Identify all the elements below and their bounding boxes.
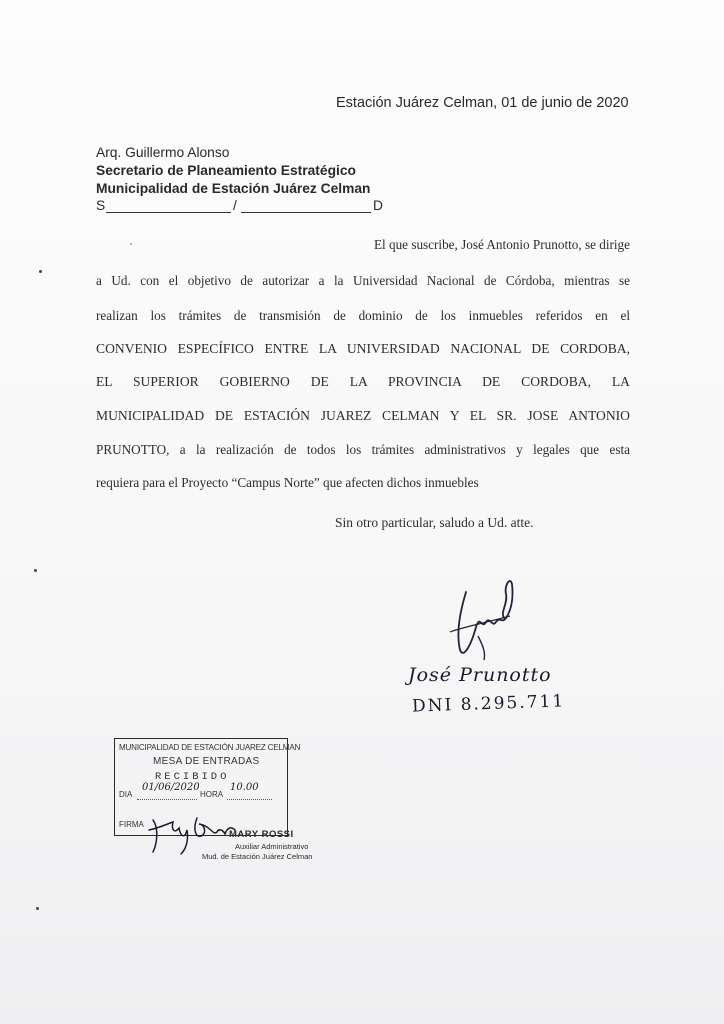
stamp-signatory: MARY ROSSI: [229, 829, 294, 840]
closing-line: Sin otro particular, saludo a Ud. atte.: [335, 515, 534, 530]
body-line-7: PRUNOTTO, a la realización de todos los trámites administrativos y legales que esta: [96, 442, 630, 457]
signature-scribble: [420, 572, 540, 662]
signature-id: DNI 8.295.711: [411, 691, 566, 717]
stamp-signatory-office: Mud. de Estación Juárez Celman: [202, 852, 313, 861]
stamp-office: MESA DE ENTRADAS: [153, 756, 260, 767]
stamp-signatory-role: Auxiliar Administrativo: [235, 842, 309, 851]
salutation-underline-2: [241, 212, 371, 213]
body-line-6: MUNICIPALIDAD DE ESTACIÓN JUAREZ CELMAN Y EL SR. JOSE ANTONIO: [96, 408, 630, 423]
stamp-dia-line: [137, 799, 197, 800]
stamp-hora-value: 10.00: [230, 782, 259, 793]
stamp-hora-label: HORA: [200, 790, 224, 799]
stamp-firma-label: FIRMA: [119, 820, 144, 829]
salutation-underline-1: [106, 212, 231, 213]
margin-speck: [39, 270, 42, 273]
body-line-4: CONVENIO ESPECÍFICO ENTRE LA UNIVERSIDAD NACIONAL DE CORDOBA,: [96, 341, 630, 356]
margin-speck: [130, 243, 132, 245]
salutation-d: D: [373, 198, 383, 213]
body-line-2: a Ud. con el objetivo de autorizar a la Universidad Nacional de Córdoba, mientras se: [96, 273, 630, 288]
stamp-dia-value: 01/06/2020: [142, 782, 200, 793]
margin-speck: [36, 907, 39, 910]
recipient-institution: Municipalidad de Estación Juárez Celman: [96, 181, 371, 196]
body-line-3: realizan los trámites de transmisión de dominio de los inmuebles referidos en el: [96, 308, 630, 323]
stamp-dia-label: DIA: [119, 790, 133, 799]
place-date: Estación Juárez Celman, 01 de junio de 2020: [336, 95, 629, 111]
recipient-title: Secretario de Planeamiento Estratégico: [96, 163, 356, 178]
stamp-received: RECIBIDO: [155, 771, 230, 783]
body-line-8: requiera para el Proyecto “Campus Norte” que afecten dichos inmuebles: [96, 475, 479, 490]
stamp-municipality: MUNICIPALIDAD DE ESTACIÓN JUAREZ CELMAN: [119, 742, 301, 752]
signature-name: José Prunotto: [408, 664, 552, 686]
salutation-s: S: [96, 198, 106, 213]
recipient-name: Arq. Guillermo Alonso: [96, 145, 230, 160]
margin-speck: [34, 569, 37, 572]
salutation-slash: /: [233, 198, 237, 213]
body-line-1: El que suscribe, José Antonio Prunotto, se dirige: [373, 237, 630, 252]
salutation-line: [96, 198, 396, 216]
body-line-5: EL SUPERIOR GOBIERNO DE LA PROVINCIA DE CORDOBA, LA: [96, 374, 630, 389]
stamp-hora-line: [227, 799, 272, 800]
